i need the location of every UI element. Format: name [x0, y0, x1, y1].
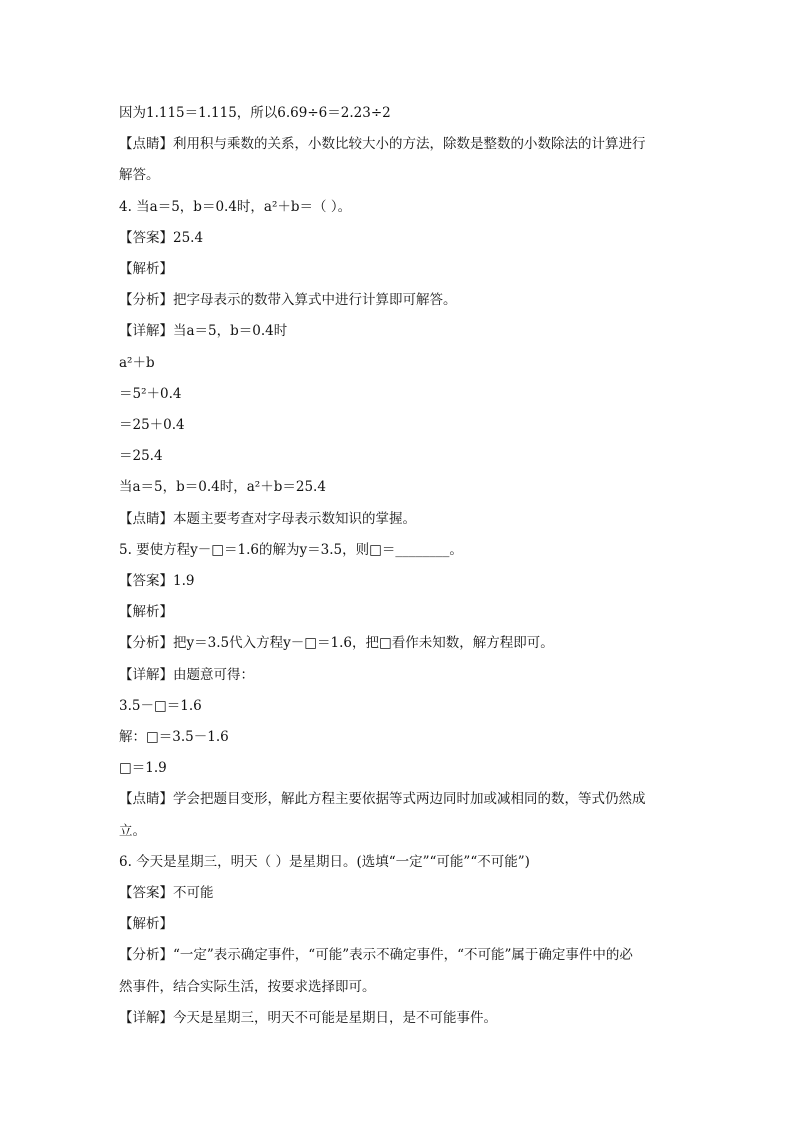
analysis-heading: 【解析】: [119, 916, 173, 932]
question-4: 4. 当a＝5，b＝0.4时，a²＋b＝（ ）。: [119, 199, 352, 215]
equation-line: ＝5²＋0.4: [119, 386, 182, 402]
text-line: 解答。: [119, 167, 160, 183]
equation-line: 3.5－□＝1.6: [119, 698, 202, 714]
equation-line: ＝25＋0.4: [119, 417, 185, 433]
equation-line: □＝1.9: [119, 760, 167, 776]
analysis-heading: 【解析】: [119, 261, 173, 277]
text-line: 【点睛】利用积与乘数的关系，小数比较大小的方法，除数是整数的小数除法的计算进行: [119, 136, 646, 152]
equation-line: ＝25.4: [119, 448, 163, 464]
text-line: 【分析】“一定”表示确定事件，“可能”表示不确定事件，“不可能”属于确定事件中的必: [119, 947, 633, 963]
text-line: 因为1.115＝1.115，所以6.69÷6＝2.23÷2: [119, 105, 391, 121]
text-line: 立。: [119, 823, 146, 839]
text-line: 【点睛】学会把题目变形，解此方程主要依据等式两边同时加或减相同的数，等式仍然成: [119, 791, 646, 807]
text-line: 【详解】今天是星期三，明天不可能是星期日，是不可能事件。: [119, 1010, 497, 1026]
text-line: 【分析】把y＝3.5代入方程y－□＝1.6，把□看作未知数，解方程即可。: [119, 635, 554, 651]
text-line: 【详解】当a＝5，b＝0.4时: [119, 323, 288, 339]
equation-line: 解：□＝3.5－1.6: [119, 729, 229, 745]
answer-label: 【答案】不可能: [119, 885, 214, 901]
question-5: 5. 要使方程y－□＝1.6的解为y＝3.5，则□＝________。: [119, 542, 463, 558]
text-line: 然事件，结合实际生活，按要求选择即可。: [119, 979, 376, 995]
analysis-heading: 【解析】: [119, 604, 173, 620]
equation-line: a²＋b: [119, 355, 155, 371]
text-line: 当a＝5，b＝0.4时，a²＋b＝25.4: [119, 479, 326, 495]
question-6: 6. 今天是星期三，明天（ ）是星期日。(选填“一定”“可能”“不可能”): [119, 854, 530, 870]
answer-label: 【答案】25.4: [119, 230, 204, 246]
text-line: 【点睛】本题主要考查对字母表示数知识的掌握。: [119, 511, 416, 527]
answer-label: 【答案】1.9: [119, 573, 195, 589]
text-line: 【详解】由题意可得：: [119, 667, 254, 683]
text-line: 【分析】把字母表示的数带入算式中进行计算即可解答。: [119, 292, 457, 308]
